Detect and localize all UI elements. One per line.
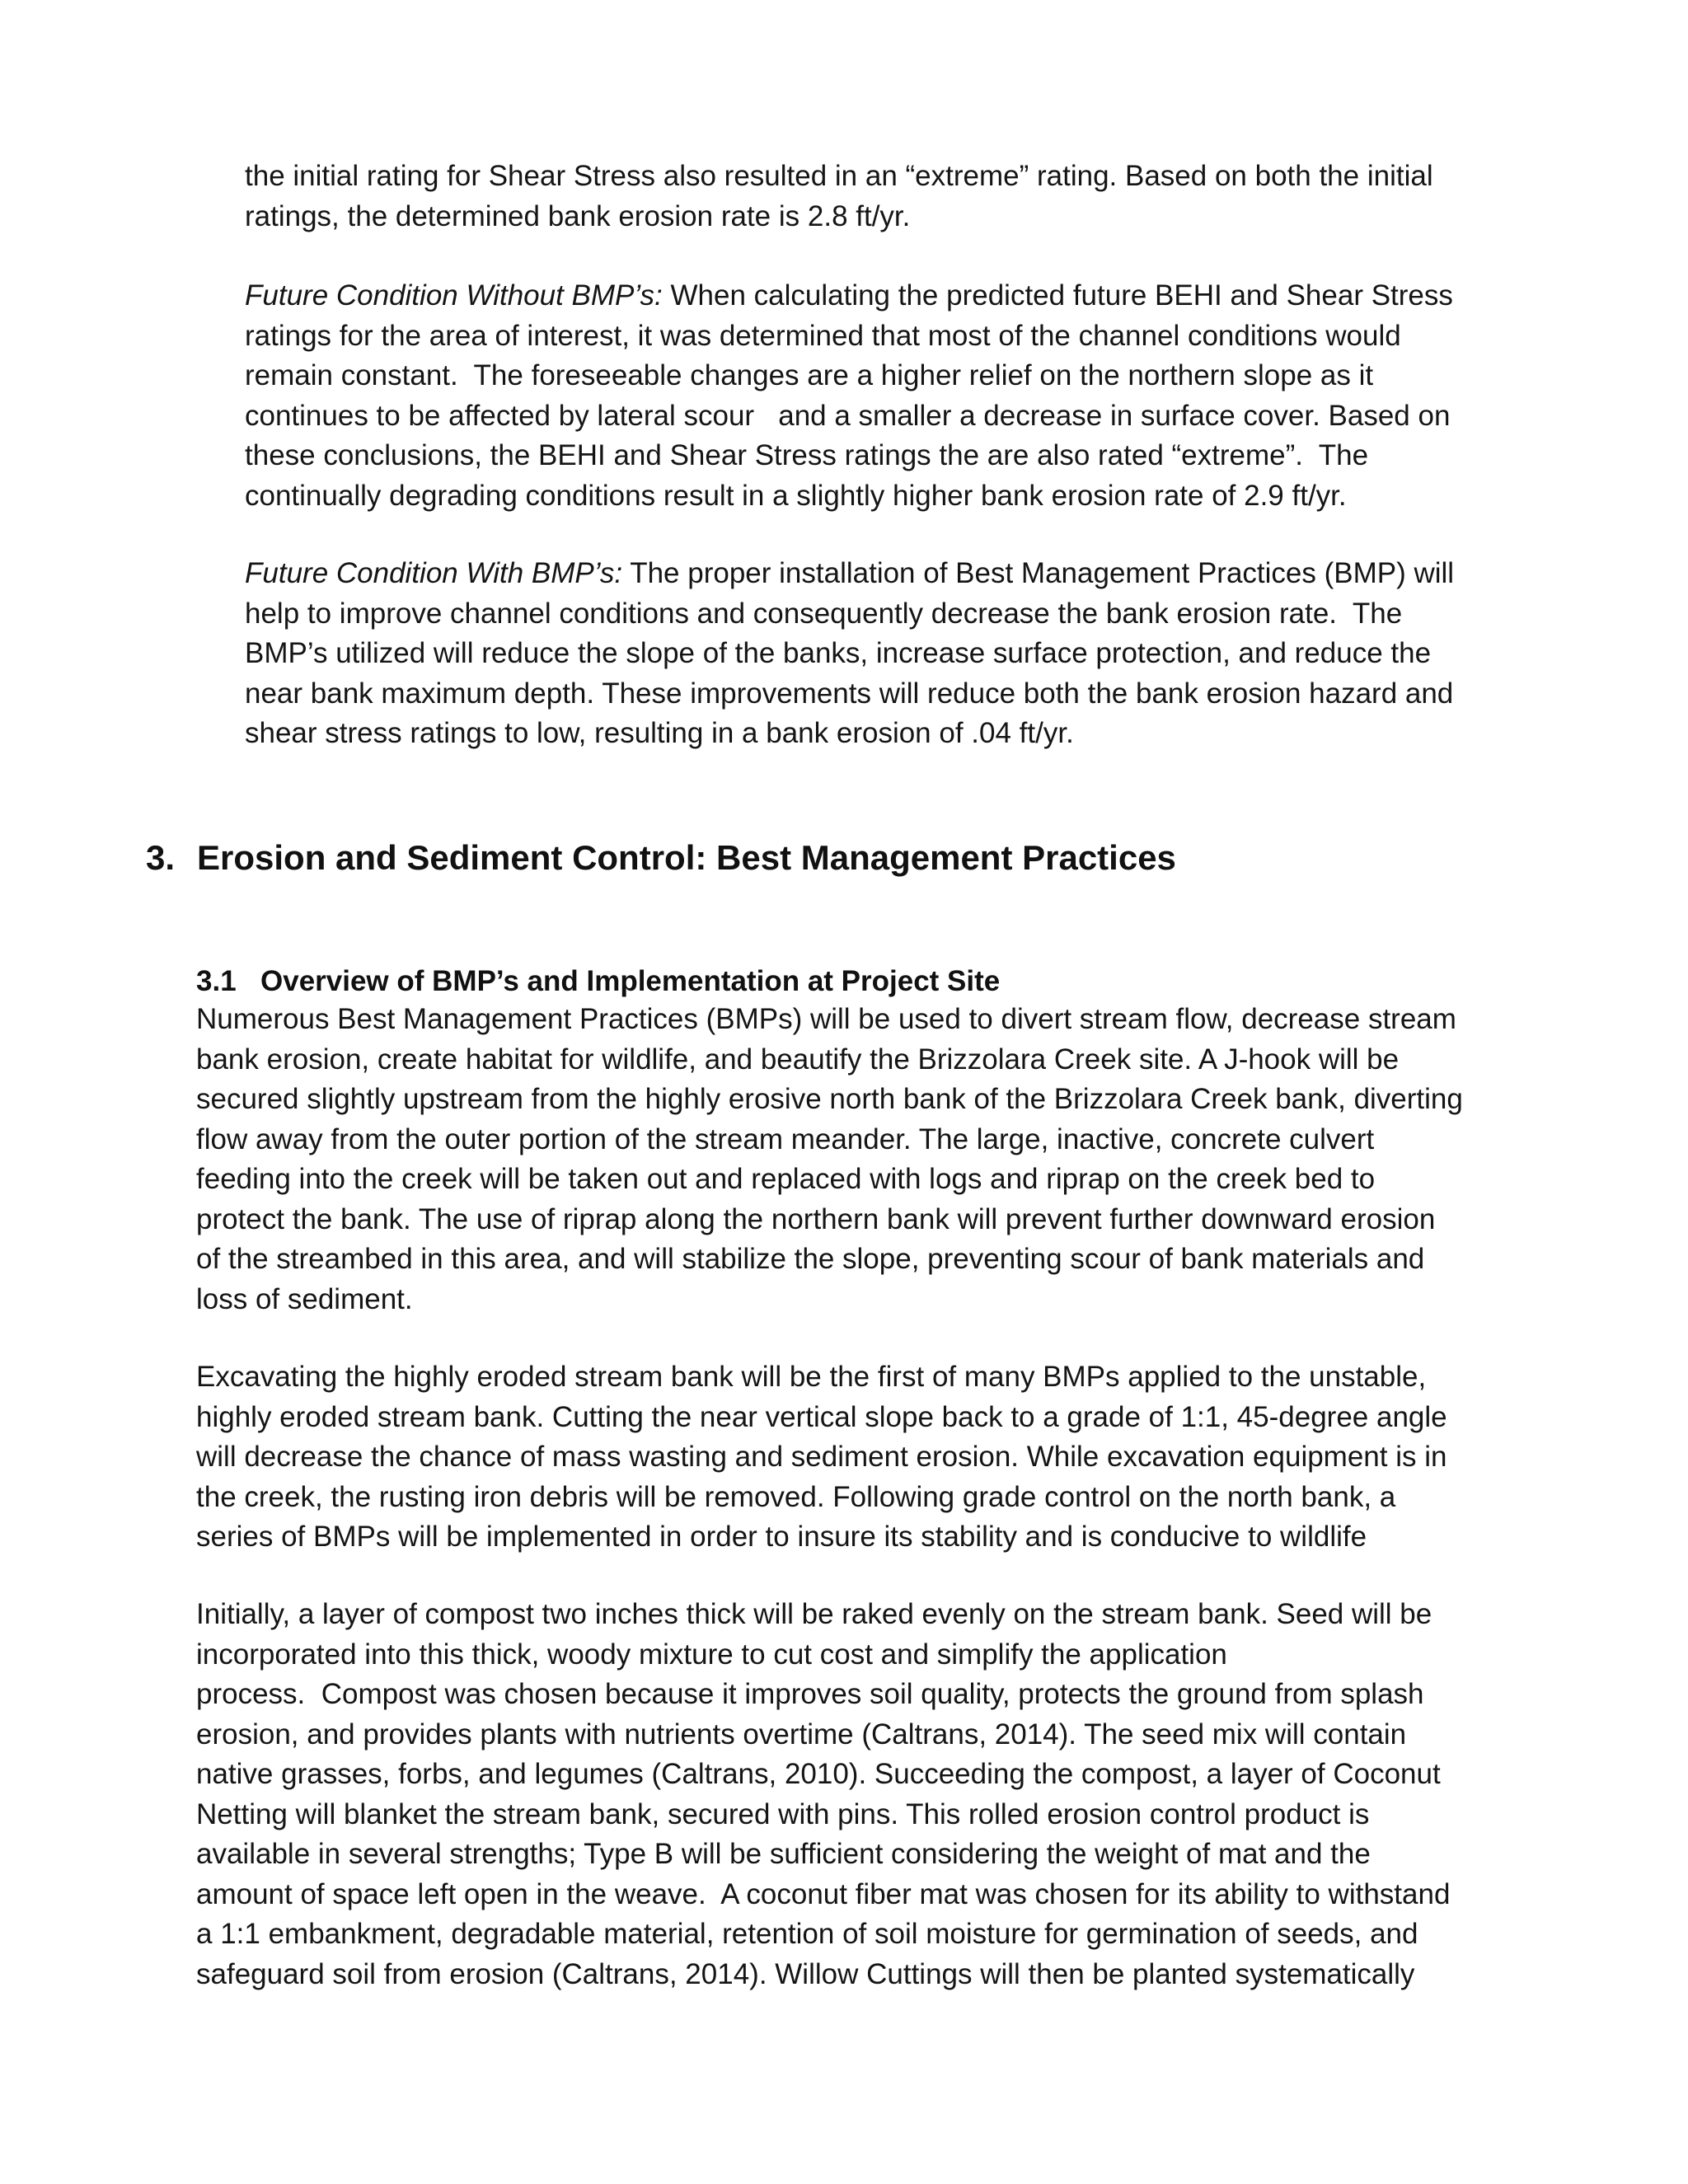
subsection-heading: [196, 962, 1000, 1001]
text-fragment: When calculating the predicted future BEHI and Shear Stress: [662, 279, 1453, 312]
text-line: of the streambed in this area, and will stabilize the slope, preventing scour of bank materials and: [196, 1243, 1425, 1275]
text-line: Initially, a layer of compost two inches thick will be raked evenly on the stream bank. Seed will be: [196, 1598, 1432, 1630]
text-line: process. Compost was chosen because it improves soil quality, protects the ground from splash: [196, 1678, 1424, 1710]
text-line: secured slightly upstream from the highly erosive north bank of the Brizzolara Creek bank, diverting: [196, 1083, 1463, 1115]
text-line: safeguard soil from erosion (Caltrans, 2014). Willow Cuttings will then be planted systematically: [196, 1957, 1415, 1990]
text-line: BMP’s utilized will reduce the slope of the banks, increase surface protection, and reduce the: [245, 637, 1432, 669]
text-line: highly eroded stream bank. Cutting the near vertical slope back to a grade of 1:1, 45-degree angle: [196, 1400, 1447, 1433]
continuation-paragraph: [245, 157, 1433, 237]
body-paragraph-2: [196, 1357, 1447, 1558]
text-line: the initial rating for Shear Stress also resulted in an “extreme” rating. Based on both the initial: [245, 160, 1433, 192]
section-number: 3.: [146, 838, 176, 877]
section-heading: [146, 835, 1176, 881]
text-line: these conclusions, the BEHI and Shear Stress ratings the are also rated “extreme”. The: [245, 439, 1369, 471]
text-line: bank erosion, create habitat for wildlife, and beautify the Brizzolara Creek site. A J-hook will be: [196, 1043, 1400, 1076]
future-condition-with-paragraph: [245, 554, 1454, 754]
text-line: feeding into the creek will be taken out and replaced with logs and riprap on the creek bed to: [196, 1163, 1376, 1195]
text-line: [245, 554, 1454, 594]
text-line: ratings, the determined bank erosion rate is 2.8 ft/yr.: [245, 199, 911, 232]
text-line: amount of space left open in the weave. A coconut fiber mat was chosen for its ability to withstand: [196, 1877, 1451, 1910]
text-line: Numerous Best Management Practices (BMPs) will be used to divert stream flow, decrease stream: [196, 1003, 1456, 1035]
future-condition-without-paragraph: [245, 276, 1453, 516]
text-line: remain constant. The foreseeable changes are a higher relief on the northern slope as it: [245, 359, 1374, 391]
subsection-title: Overview of BMP’s and Implementation at Project Site: [260, 965, 1001, 997]
text-line: native grasses, forbs, and legumes (Caltrans, 2010). Succeeding the compost, a layer of Coconut: [196, 1758, 1441, 1790]
text-line: loss of sediment.: [196, 1282, 413, 1315]
text-line: series of BMPs will be implemented in order to insure its stability and is conducive to wildlife: [196, 1521, 1367, 1553]
text-line: the creek, the rusting iron debris will be removed. Following grade control on the north bank, a: [196, 1480, 1396, 1513]
section-title: Erosion and Sediment Control: Best Management Practices: [197, 838, 1176, 877]
text-line: continues to be affected by lateral scour and a smaller a decrease in surface cover. Based on: [245, 399, 1451, 432]
text-line: incorporated into this thick, woody mixture to cut cost and simplify the application: [196, 1638, 1227, 1671]
body-paragraph-3: [196, 1595, 1450, 1994]
text-line: available in several strengths; Type B will be sufficient considering the weight of mat and the: [196, 1838, 1371, 1870]
text-line: ratings for the area of interest, it was determined that most of the channel conditions would: [245, 319, 1401, 352]
text-line: [245, 276, 1453, 316]
body-paragraph-1: [196, 1000, 1463, 1319]
text-line: continually degrading conditions result in a slightly higher bank erosion rate of 2.9 ft/yr.: [245, 479, 1347, 512]
text-line: shear stress ratings to low, resulting in a bank erosion of .04 ft/yr.: [245, 717, 1074, 749]
text-line: Excavating the highly eroded stream bank will be the first of many BMPs applied to the unstable,: [196, 1361, 1427, 1393]
paragraph-lead-label: Future Condition With BMP’s:: [245, 557, 623, 589]
text-line: Netting will blanket the stream bank, secured with pins. This rolled erosion control product is: [196, 1797, 1370, 1830]
text-line: will decrease the chance of mass wasting and sediment erosion. While excavation equipment is in: [196, 1441, 1447, 1473]
text-line: flow away from the outer portion of the stream meander. The large, inactive, concrete culvert: [196, 1122, 1375, 1155]
text-line: a 1:1 embankment, degradable material, retention of soil moisture for germination of seeds, and: [196, 1918, 1418, 1950]
text-line: erosion, and provides plants with nutrients overtime (Caltrans, 2014). The seed mix will contain: [196, 1718, 1407, 1750]
paragraph-lead-label: Future Condition Without BMP’s:: [245, 279, 663, 312]
subsection-number: 3.1: [196, 965, 237, 997]
text-fragment: The proper installation of Best Management Practices (BMP) will: [622, 557, 1455, 589]
text-line: near bank maximum depth. These improvements will reduce both the bank erosion hazard and: [245, 677, 1454, 710]
text-line: protect the bank. The use of riprap along the northern bank will prevent further downward erosion: [196, 1202, 1436, 1235]
text-line: help to improve channel conditions and consequently decrease the bank erosion rate. The: [245, 597, 1403, 630]
